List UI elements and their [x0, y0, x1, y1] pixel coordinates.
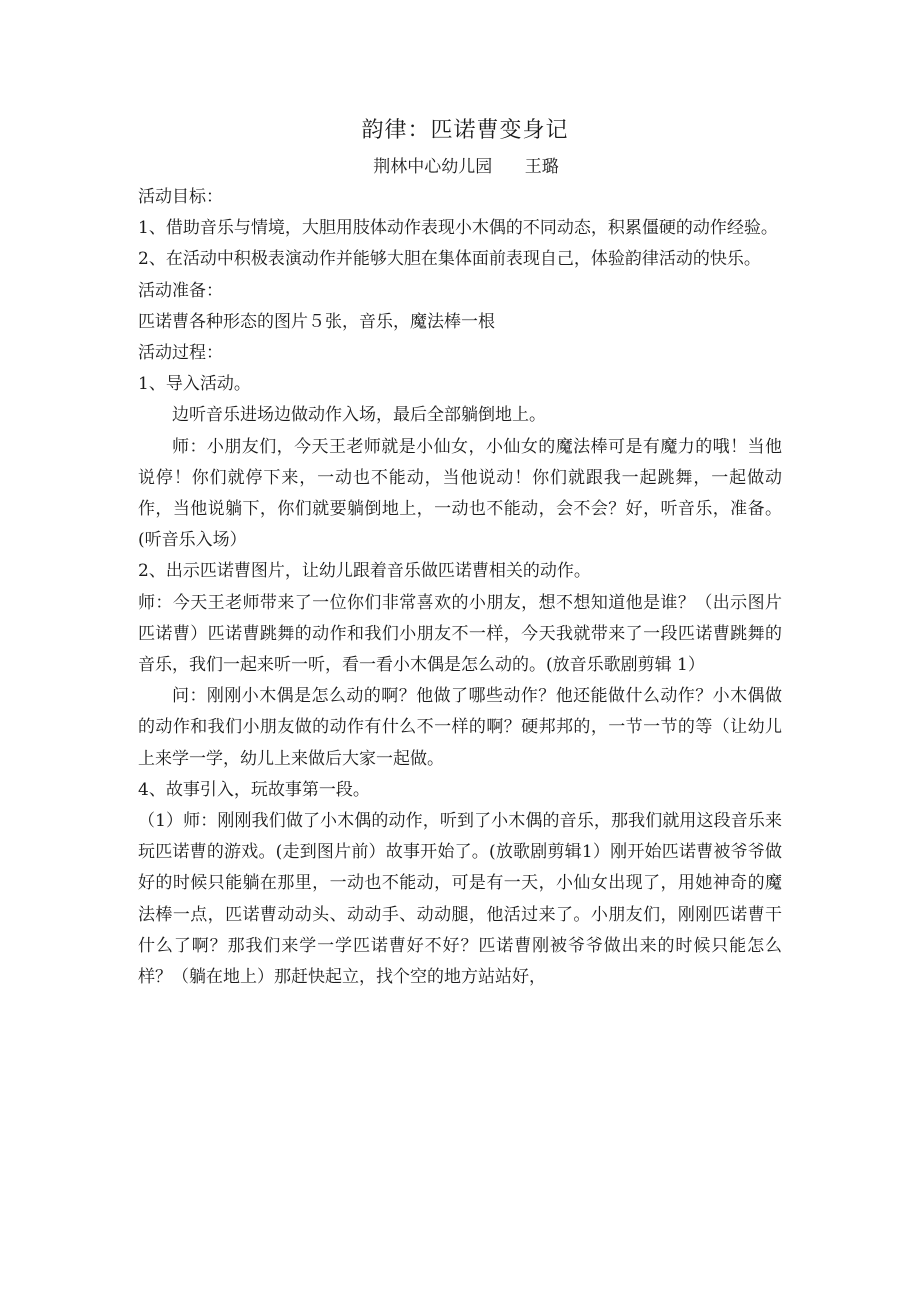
- paragraph: 师：小朋友们，今天王老师就是小仙女，小仙女的魔法棒可是有魔力的哦！当他说停！你们就停下来，一动也不能动，当他说动！你们就跟我一起跳舞，一起做动作，当他说躺下，你们就要躺倒地上，一动也不能动，会不会？好，听音乐，准备。(听音乐入场）: [138, 436, 782, 551]
- paragraph: 2、在活动中积极表演动作并能够大胆在集体面前表现自己，体验韵律活动的快乐。: [138, 249, 761, 270]
- paragraph: 匹诺曹各种形态的图片５张，音乐，魔法棒一根: [138, 311, 495, 332]
- paragraph: 活动目标：: [138, 187, 223, 207]
- paragraph: 1、导入活动。: [138, 374, 251, 395]
- paragraph: （1）师：刚刚我们做了小木偶的动作，听到了小木偶的音乐，那我们就用这段音乐来玩匹诺曹的游戏。(走到图片前）故事开始了。(放歌剧剪辑1）刚开始匹诺曹被爷爷做好的时候只能躺在那里，一动也不能动，可是有一天，小仙女出现了，用她神奇的魔法棒一点，匹诺曹动动头、动动手、动动腿，他活过来了。小朋友们，刚刚匹诺曹干什么了啊？那我们来学一学匹诺曹好不好？匹诺曹刚被爷爷做出来的时候只能怎么样？（躺在地上）那赶快起立，找个空的地方站站好，: [138, 811, 782, 988]
- document-body: [138, 114, 782, 993]
- paragraph: 1、借助音乐与情境，大胆用肢体动作表现小木偶的不同动态，积累僵硬的动作经验。: [138, 218, 778, 239]
- paragraph: 问：刚刚小木偶是怎么动的啊？他做了哪些动作？他还能做什么动作？小木偶做的动作和我们小朋友做的动作有什么不一样的啊？硬邦邦的，一节一节的等（让幼儿上来学一学，幼儿上来做后大家一起做。: [138, 686, 782, 769]
- paragraph: 边听音乐进场边做动作入场，最后全部躺倒地上。: [172, 405, 546, 426]
- paragraph-list: [138, 182, 782, 993]
- document-title: 韵律：匹诺曹变身记: [361, 118, 569, 143]
- paragraph: 师：今天王老师带来了一位你们非常喜欢的小朋友，想不想知道他是谁？（出示图片匹诺曹）匹诺曹跳舞的动作和我们小朋友不一样，今天我就带来了一段匹诺曹跳舞的音乐，我们一起来听一听，看一看小木偶是怎么动的。(放音乐歌剧剪辑 1）: [138, 592, 782, 676]
- paragraph: 2、出示匹诺曹图片，让幼儿跟着音乐做匹诺曹相关的动作。: [138, 561, 591, 582]
- paragraph: 活动过程：: [138, 343, 223, 364]
- paragraph: 活动准备：: [138, 280, 223, 301]
- paragraph: 4、故事引入，玩故事第一段。: [138, 779, 370, 800]
- document-author-line: 荆林中心幼儿园 王璐: [373, 157, 559, 177]
